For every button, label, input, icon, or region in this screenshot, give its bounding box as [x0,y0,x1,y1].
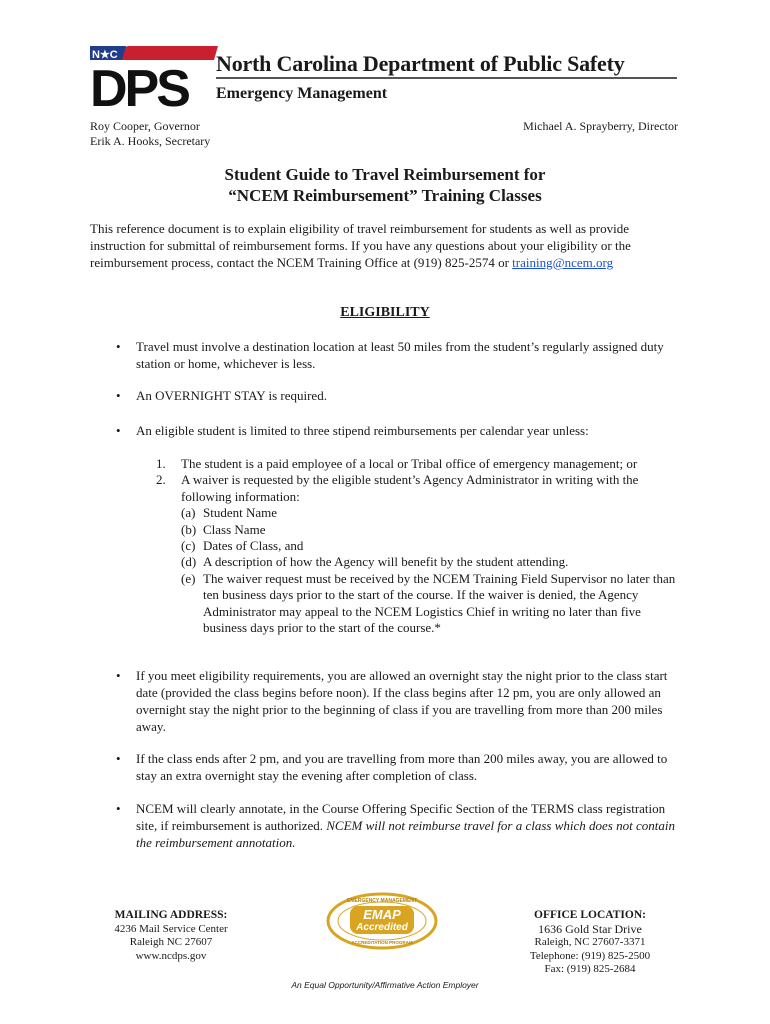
mailing-address-line: 4236 Mail Service Center [114,922,228,935]
intro-paragraph [90,220,680,271]
agency-subtitle: Emergency Management [216,85,388,102]
eligibility-heading: ELIGIBILITY [340,305,430,320]
list-item-text: The student is a paid employee of a local or Tribal office of emergency management; or [181,456,638,471]
sub-list-text: Class Name [203,521,266,537]
mailing-address-block [96,909,246,963]
bullet-text: An OVERNIGHT STAY is required. [136,388,327,403]
training-email-link[interactable]: training@ncem.org [512,255,614,270]
sub-list-item [181,505,676,521]
sub-list-item [181,554,676,570]
list-number: 1. [156,456,166,471]
bullet-text: If the class ends after 2 pm, and you are travelling from more than 200 miles away, you are allowed to stay an extra overnight stay the evening after completion of class. [136,751,668,783]
bullet-text: Travel must involve a destination location at least 50 miles from the student’s regularly assigned duty station or home, whichever is less. [136,339,664,371]
sub-list-item [181,522,676,538]
bullet-text [136,800,676,851]
sub-list-text: A description of how the Agency will benefit by the student attending. [203,554,569,570]
website-link[interactable]: www.ncdps.gov [135,949,207,962]
office-location-block [510,909,670,977]
bullet-text: If you meet eligibility requirements, you are allowed an overnight stay the night prior to the class start date (provided the class begins before noon). If the class begins after 12 pm, you are only allowed an overnight stay the night prior to the beginning of class if you are travelling from more than 200 miles away. [136,668,668,734]
ncdps-logo [88,46,218,110]
agency-title: North Carolina Department of Public Safety [216,51,625,76]
list-number: 2. [156,472,166,488]
officials-left [90,119,210,149]
list-letter: (d) [181,554,197,570]
office-telephone: Telephone: (919) 825-2500 [529,949,651,962]
secretary-name: Erik A. Hooks, Secretary [90,134,211,148]
list-item [156,472,676,636]
emap-bottom-text: ACCREDITATION PROGRAM [351,940,413,945]
exception-list [156,456,676,636]
emap-main-text: EMAP [363,907,401,922]
document-title-line-1: Student Guide to Travel Reimbursement for [224,165,546,184]
sub-list-item [181,571,676,637]
governor-name: Roy Cooper, Governor [90,119,200,133]
emap-top-text: EMERGENCY MANAGEMENT [347,898,417,904]
sub-list-text: The waiver request must be received by the NCEM Training Field Supervisor no later than ten business days prior to the start of the course. If the waiver is denied, the Agency Administrator may appeal to the NCEM Logistics Chief in writing no later than five business days prior to the start of the course.* [203,570,676,636]
bullet-icon: • [116,423,121,438]
list-letter: (c) [181,538,196,554]
bullet-icon: • [116,339,121,354]
mailing-address-heading: MAILING ADDRESS: [114,909,228,921]
director-name: Michael A. Sprayberry, Director [523,119,678,133]
office-address-line: Raleigh, NC 27607-3371 [534,936,646,948]
document-title-line-2: “NCEM Reimbursement” Training Classes [228,186,542,205]
sub-list-text: Dates of Class, and [203,538,304,554]
list-item [156,456,676,472]
office-location-heading: OFFICE LOCATION: [534,909,646,921]
bullet-icon: • [116,668,121,683]
mailing-address-line: Raleigh NC 27607 [129,936,213,948]
bullet-icon: • [116,388,121,403]
emap-accredited-seal [326,892,438,950]
bullet-text: An eligible student is limited to three stipend reimbursements per calendar year unless: [136,423,589,438]
title-divider [216,77,677,79]
bullet-icon: • [116,801,121,816]
document-title [0,164,770,206]
emap-accredited-text: Accredited [356,922,408,933]
office-fax: Fax: (919) 825-2684 [544,963,636,975]
bullet-text-italic: NCEM will not reimburse travel for a class which does not contain the reimbursement annotation. [136,818,675,850]
logo-dps-text: DPS [90,60,188,110]
bullet-icon: • [116,751,121,766]
bullet-text-regular: NCEM will clearly annotate, in the Course Offering Specific Section of the TERMS class registration site, if reimbursement is authorized. [136,801,666,833]
equal-opportunity-statement: An Equal Opportunity/Affirmative Action Employer [291,980,479,990]
intro-text: This reference document is to explain eligibility of travel reimbursement for students as well as provide instruction for submittal of reimbursement forms. If you have any questions about your eligibility or the reimbursement process, contact the NCEM Training Office at (919) 825-2574 or [90,221,631,270]
sub-list-text: Student Name [203,505,278,521]
list-item-text: A waiver is requested by the eligible student’s Agency Administrator in writing with the following information: [181,472,639,504]
list-letter: (e) [181,570,196,586]
logo-state-text: N★C [92,49,118,61]
office-address-line: 1636 Gold Star Drive [538,921,642,936]
sub-list-item [181,538,676,554]
list-letter: (a) [181,505,196,521]
waiver-info-list [181,505,676,636]
list-letter: (b) [181,521,197,537]
